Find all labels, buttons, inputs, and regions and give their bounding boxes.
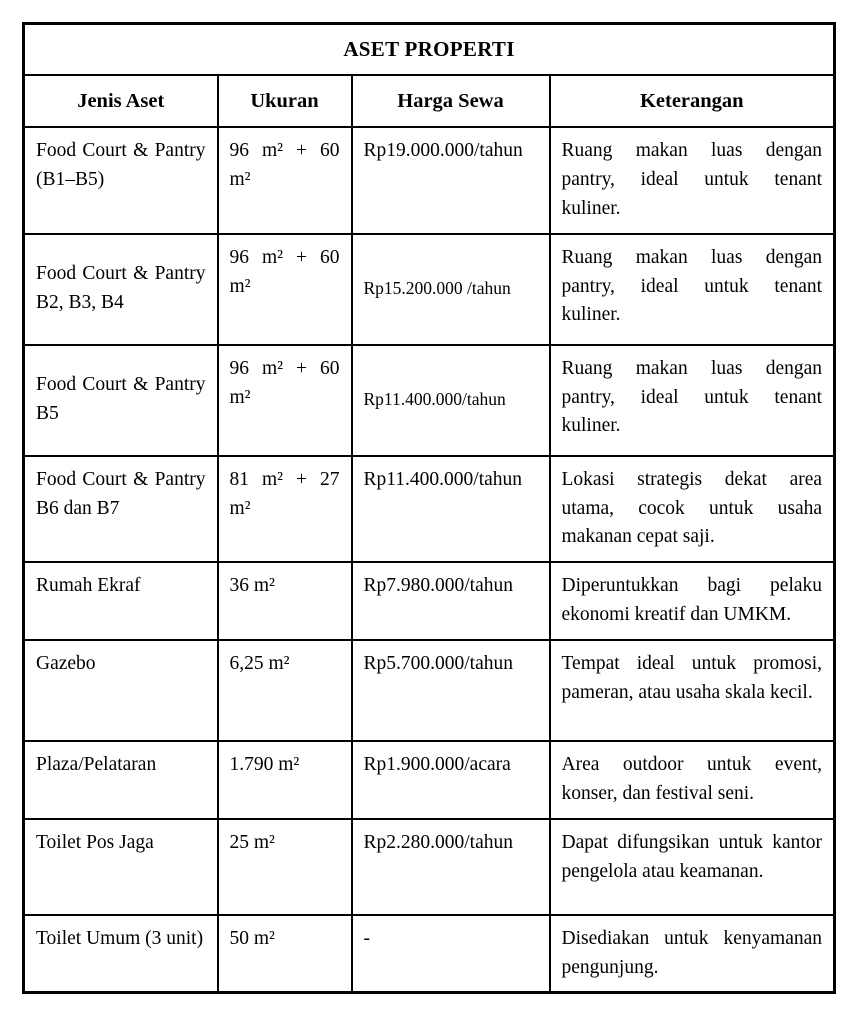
cell-ukuran: 50 m²: [218, 915, 352, 993]
cell-jenis-aset: Food Court & Pantry B2, B3, B4: [24, 234, 218, 345]
column-header-ukuran: Ukuran: [218, 75, 352, 127]
cell-ukuran: 36 m²: [218, 562, 352, 640]
cell-harga-sewa: Rp15.200.000 /tahun: [352, 234, 550, 345]
cell-ukuran: 1.790 m²: [218, 741, 352, 819]
table-title-row: [24, 24, 835, 76]
cell-ukuran: 96 m² + 60 m²: [218, 234, 352, 345]
cell-keterangan: Tempat ideal untuk promosi, pameran, atau usaha skala kecil.: [550, 640, 835, 741]
cell-keterangan: Ruang makan luas dengan pantry, ideal untuk tenant kuliner.: [550, 127, 835, 234]
cell-jenis-aset: Food Court & Pantry B6 dan B7: [24, 456, 218, 563]
cell-ukuran: 96 m² + 60 m²: [218, 345, 352, 456]
cell-ukuran: 6,25 m²: [218, 640, 352, 741]
cell-jenis-aset: Toilet Pos Jaga: [24, 819, 218, 915]
table-row: [24, 127, 835, 234]
cell-jenis-aset: Rumah Ekraf: [24, 562, 218, 640]
table-row: [24, 741, 835, 819]
cell-keterangan: Area outdoor untuk event, konser, dan festival seni.: [550, 741, 835, 819]
cell-keterangan: Ruang makan luas dengan pantry, ideal untuk tenant kuliner.: [550, 345, 835, 456]
cell-harga-sewa: Rp2.280.000/tahun: [352, 819, 550, 915]
table-row: [24, 819, 835, 915]
table-row: [24, 234, 835, 345]
column-header-row: [24, 75, 835, 127]
cell-harga-sewa: Rp1.900.000/acara: [352, 741, 550, 819]
cell-jenis-aset: Toilet Umum (3 unit): [24, 915, 218, 993]
cell-keterangan: Lokasi strategis dekat area utama, cocok untuk usaha makanan cepat saji.: [550, 456, 835, 563]
cell-harga-sewa: Rp19.000.000/tahun: [352, 127, 550, 234]
column-header-harga-sewa: Harga Sewa: [352, 75, 550, 127]
cell-jenis-aset: Food Court & Pantry B5: [24, 345, 218, 456]
cell-jenis-aset: Plaza/Pelataran: [24, 741, 218, 819]
table-row: [24, 345, 835, 456]
cell-jenis-aset: Food Court & Pantry (B1–B5): [24, 127, 218, 234]
table-row: [24, 640, 835, 741]
cell-harga-sewa: Rp5.700.000/tahun: [352, 640, 550, 741]
table-body: [24, 127, 835, 993]
table-row: [24, 915, 835, 993]
column-header-jenis-aset: Jenis Aset: [24, 75, 218, 127]
cell-keterangan: Disediakan untuk kenyamanan pengunjung.: [550, 915, 835, 993]
cell-keterangan: Diperuntukkan bagi pelaku ekonomi kreatif dan UMKM.: [550, 562, 835, 640]
cell-harga-sewa: Rp7.980.000/tahun: [352, 562, 550, 640]
cell-harga-sewa: Rp11.400.000/tahun: [352, 345, 550, 456]
cell-ukuran: 25 m²: [218, 819, 352, 915]
cell-ukuran: 96 m² + 60 m²: [218, 127, 352, 234]
cell-jenis-aset: Gazebo: [24, 640, 218, 741]
cell-ukuran: 81 m² + 27 m²: [218, 456, 352, 563]
table-head: [24, 24, 835, 128]
column-header-keterangan: Keterangan: [550, 75, 835, 127]
table-row: [24, 456, 835, 563]
cell-keterangan: Dapat difungsikan untuk kantor pengelola atau keamanan.: [550, 819, 835, 915]
table-title: ASET PROPERTI: [24, 24, 835, 76]
cell-harga-sewa: -: [352, 915, 550, 993]
cell-keterangan: Ruang makan luas dengan pantry, ideal untuk tenant kuliner.: [550, 234, 835, 345]
table-row: [24, 562, 835, 640]
cell-harga-sewa: Rp11.400.000/tahun: [352, 456, 550, 563]
aset-properti-table: [22, 22, 836, 994]
